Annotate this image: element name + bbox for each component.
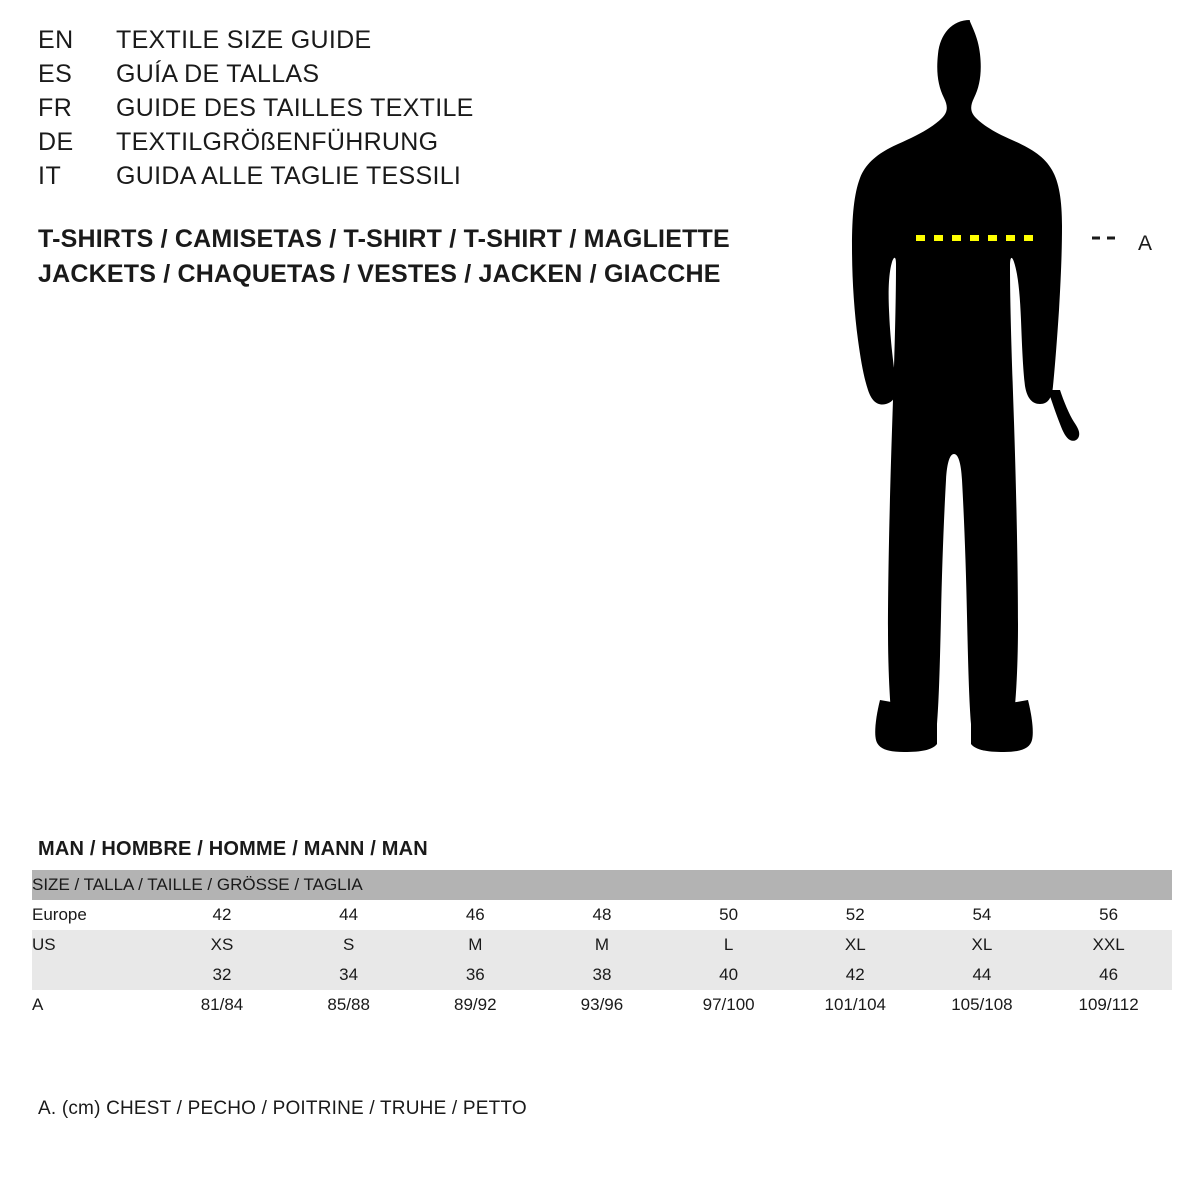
chest-measure-label: A [1138, 232, 1153, 255]
cell-numeric-2: 36 [412, 960, 539, 990]
table-header-label: SIZE / TALLA / TAILLE / GRÖSSE / TAGLIA [32, 870, 1172, 900]
table-group-title: MAN / HOMBRE / HOMME / MANN / MAN [38, 838, 428, 860]
table-row [32, 900, 1172, 930]
row-label-europe: Europe [32, 900, 159, 930]
language-header-block [38, 26, 758, 196]
cell-us-4: L [665, 930, 792, 960]
cell-us-1: S [285, 930, 412, 960]
row-label-us: US [32, 930, 159, 960]
cell-a-4: 97/100 [665, 990, 792, 1020]
cell-us-7: XXL [1045, 930, 1172, 960]
language-row [38, 94, 758, 128]
language-title: GUIDE DES TAILLES TEXTILE [116, 94, 474, 122]
table-row [32, 930, 1172, 960]
cell-us-3: M [539, 930, 666, 960]
table-row [32, 960, 1172, 990]
male-silhouette-icon [820, 10, 1180, 800]
language-row [38, 162, 758, 196]
cell-us-5: XL [792, 930, 919, 960]
cell-numeric-7: 46 [1045, 960, 1172, 990]
cell-a-6: 105/108 [919, 990, 1046, 1020]
language-row [38, 128, 758, 162]
footnote: A. (cm) CHEST / PECHO / POITRINE / TRUHE / PETTO [38, 1098, 527, 1119]
cell-europe-2: 46 [412, 900, 539, 930]
language-code: FR [38, 94, 73, 122]
cell-a-1: 85/88 [285, 990, 412, 1020]
size-table-section [32, 838, 1172, 1020]
language-title: TEXTILGRÖßENFÜHRUNG [116, 128, 439, 156]
cell-europe-0: 42 [159, 900, 286, 930]
cell-us-0: XS [159, 930, 286, 960]
cell-europe-7: 56 [1045, 900, 1172, 930]
cell-a-0: 81/84 [159, 990, 286, 1020]
cell-a-3: 93/96 [539, 990, 666, 1020]
cell-a-2: 89/92 [412, 990, 539, 1020]
cell-a-7: 109/112 [1045, 990, 1172, 1020]
cell-us-6: XL [919, 930, 1046, 960]
language-code: EN [38, 26, 74, 54]
table-header-row [32, 870, 1172, 900]
size-table [32, 870, 1172, 1020]
cell-numeric-0: 32 [159, 960, 286, 990]
language-code: IT [38, 162, 62, 190]
language-code: DE [38, 128, 74, 156]
cell-europe-1: 44 [285, 900, 412, 930]
cell-numeric-4: 40 [665, 960, 792, 990]
cell-numeric-6: 44 [919, 960, 1046, 990]
language-title: GUIDA ALLE TAGLIE TESSILI [116, 162, 462, 190]
language-title: TEXTILE SIZE GUIDE [116, 26, 372, 54]
row-label-numeric [32, 960, 159, 990]
cell-a-5: 101/104 [792, 990, 919, 1020]
cell-europe-4: 50 [665, 900, 792, 930]
cell-numeric-1: 34 [285, 960, 412, 990]
body-figure [820, 10, 1180, 800]
cell-us-2: M [412, 930, 539, 960]
language-row [38, 26, 758, 60]
row-label-a: A [32, 990, 159, 1020]
language-title: GUÍA DE TALLAS [116, 60, 320, 88]
language-row [38, 60, 758, 94]
cell-europe-5: 52 [792, 900, 919, 930]
table-row [32, 990, 1172, 1020]
category-block [38, 222, 798, 292]
language-code: ES [38, 60, 73, 88]
cell-numeric-5: 42 [792, 960, 919, 990]
category-line-tshirts: T-SHIRTS / CAMISETAS / T-SHIRT / T-SHIRT / MAGLIETTE [38, 225, 730, 253]
cell-numeric-3: 38 [539, 960, 666, 990]
category-line-jackets: JACKETS / CHAQUETAS / VESTES / JACKEN / GIACCHE [38, 260, 721, 288]
cell-europe-6: 54 [919, 900, 1046, 930]
cell-europe-3: 48 [539, 900, 666, 930]
